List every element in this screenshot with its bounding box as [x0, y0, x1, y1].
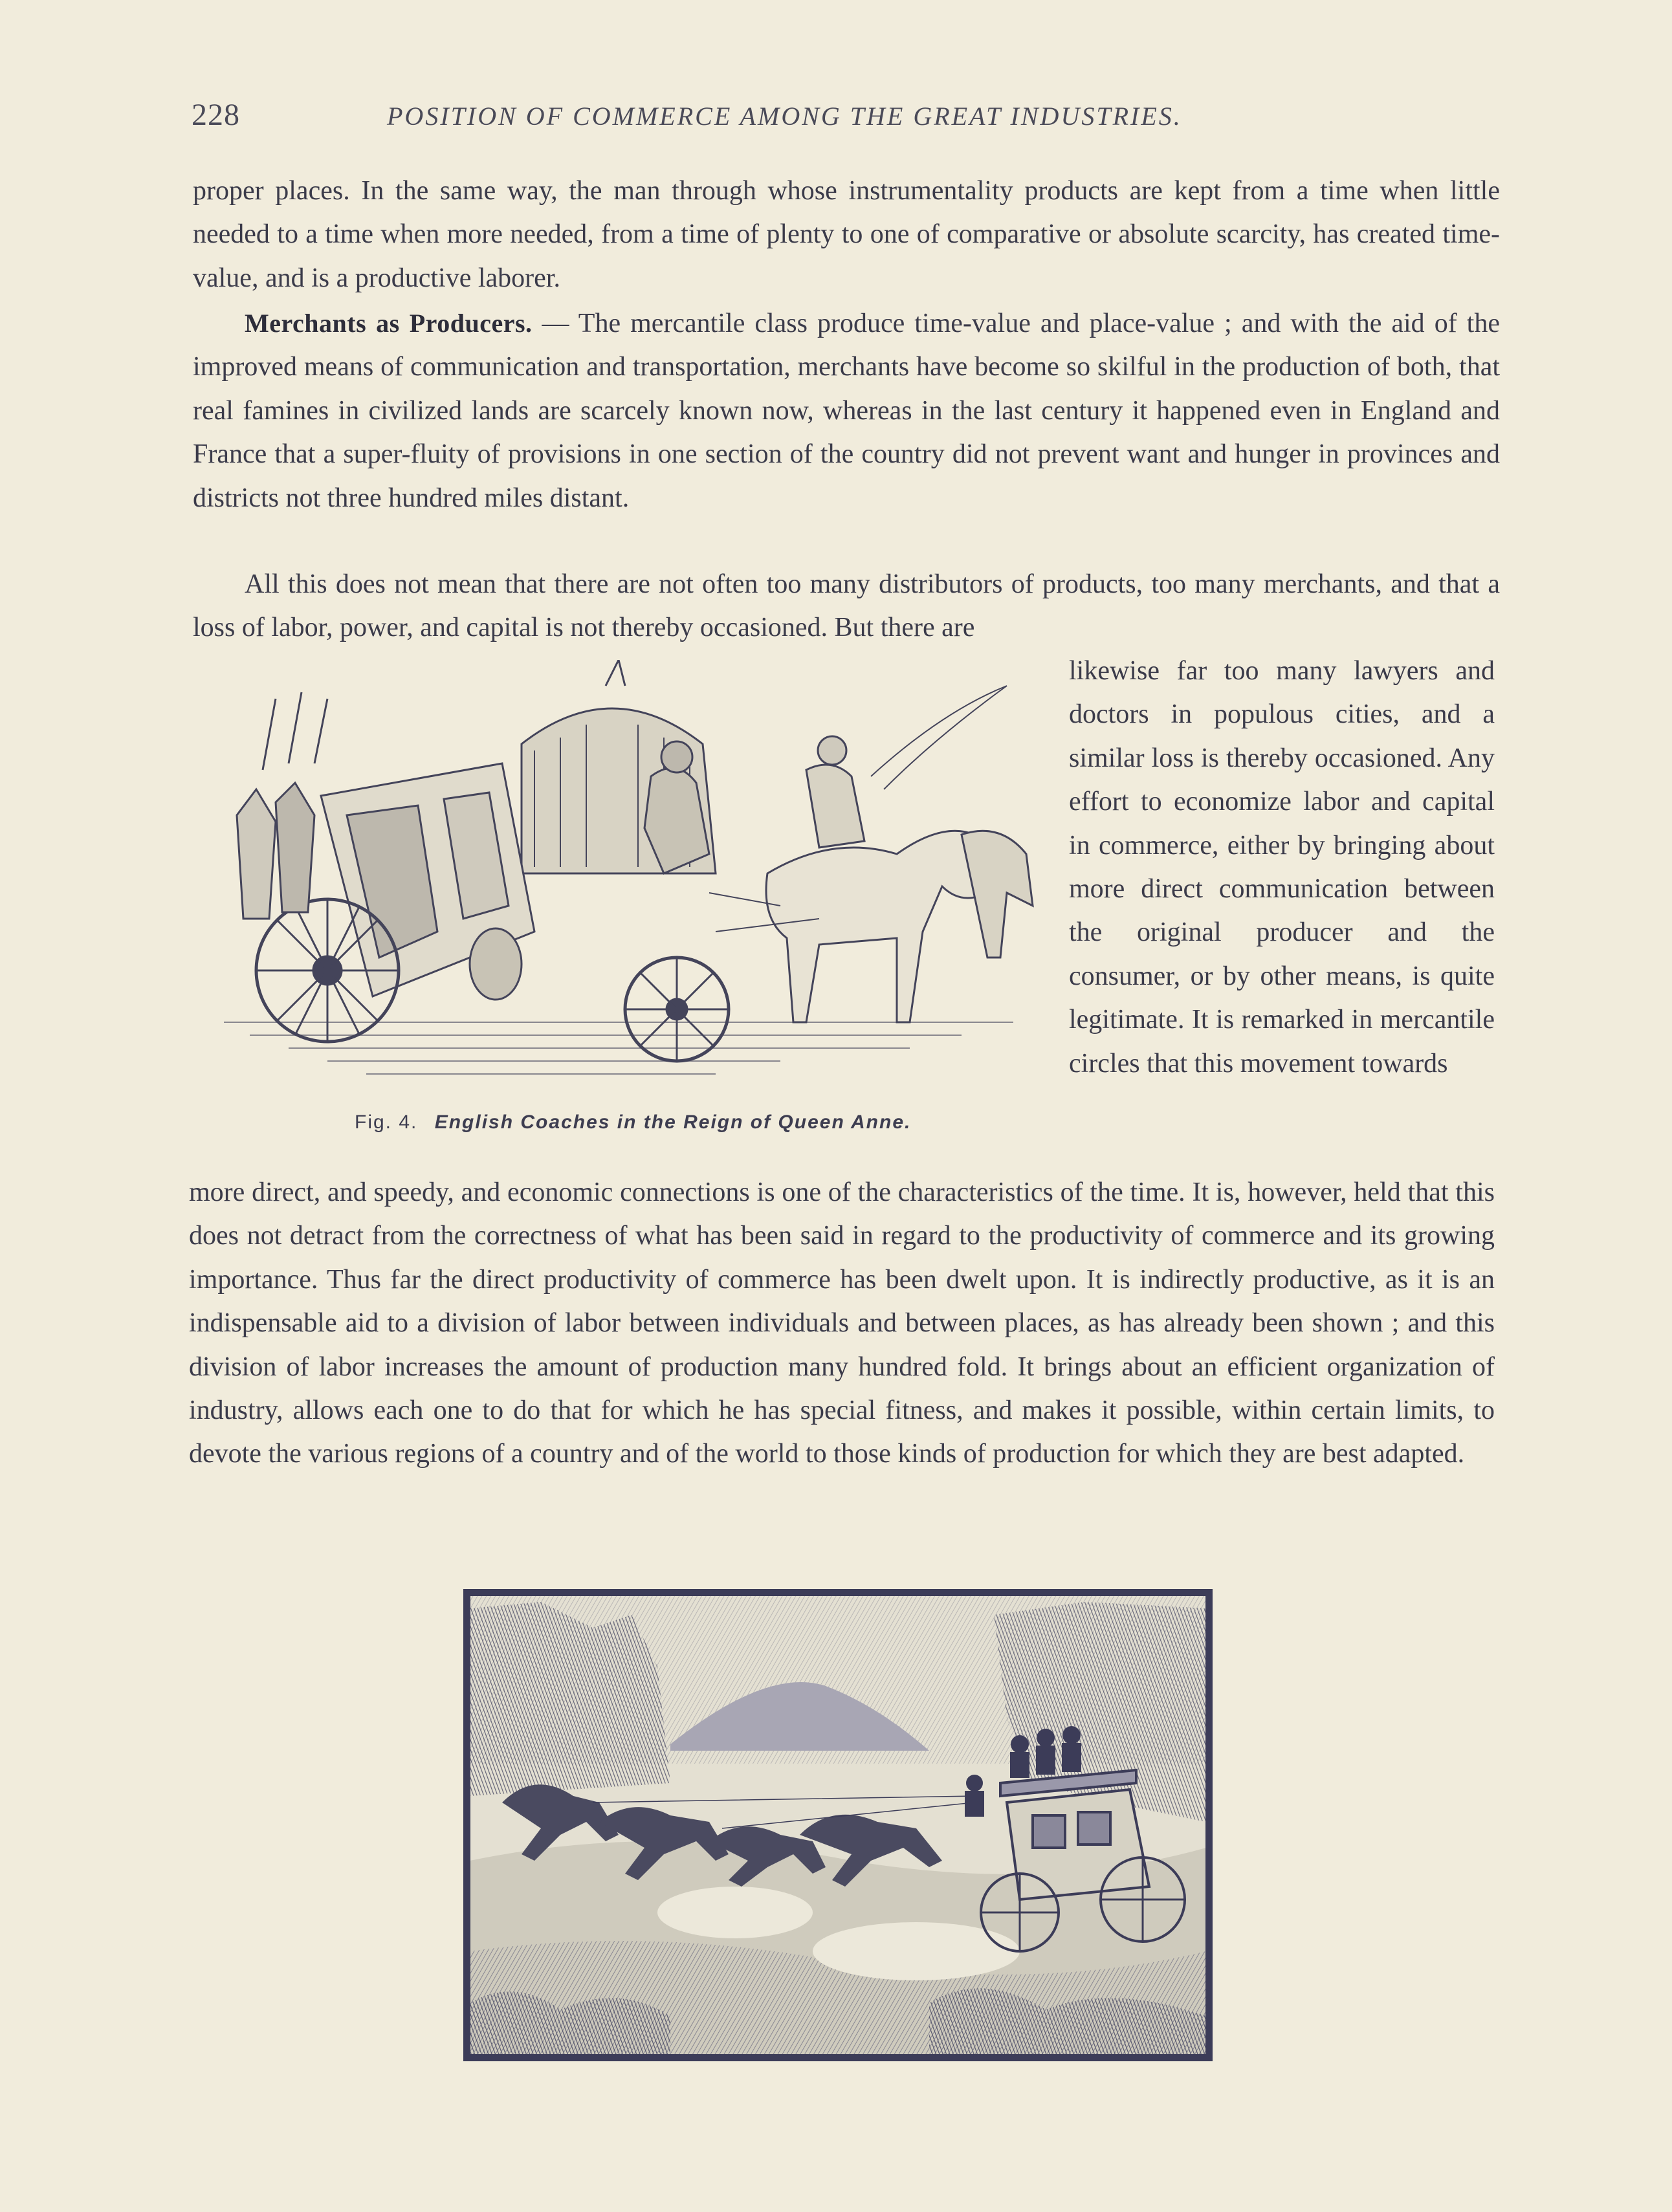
paragraph-3-continuation: more direct, and speedy, and economic connections is one of the characteristics of the time. It is, however, held that this does not detract from the correctness of what has been said in regard to the productivity of commerce and its growing importance. Thus far the direct productivity of commerce has been dwelt upon. It is indirectly productive, as it is an indispensable aid to a division of labor between individuals and between places, as has already been shown ; and this division of labor increases the amount of production many hundred fold. It brings about an efficient organization of industry, allows each one to do that for which he has special fitness, and makes it possible, within certain limits, to devote the various regions of a country and of the world to those kinds of production for which they are best adapted. — [189, 1177, 1495, 1469]
section-heading-merchants: Merchants as Producers. — [245, 309, 533, 338]
paragraph-3-opening: All this does not mean that there are not often too many distributors of products, too many merchants, and that a loss of labor, power, and capital is not thereby occasioned. But there are — [193, 569, 1500, 643]
paragraph-2 — [193, 301, 1500, 520]
paragraph-1: proper places. In the same way, the man through whose instrumentality products are kept from a time when little needed to a time when more needed, from a time of plenty to one of comparative or absolute scarcity, has created time-value, and is a productive laborer. — [193, 176, 1500, 293]
coach-engraving-illustration — [198, 660, 1059, 1139]
paragraph-3-wrapped-column: likewise far too many lawyers and doctors in populous cities, and a similar loss is thereby occasioned. Any effort to economize labor and capital in commerce, either by bringing about more direct communication between the original producer and the consumer, or by other means, is quite legitimate. It is remarked in mercantile circles that this movement towards — [1069, 656, 1495, 1079]
running-head-title: POSITION OF COMMERCE AMONG THE GREAT INDUSTRIES. — [387, 102, 1182, 131]
paragraph-2-body: — The mercantile class produce time-value and place-value ; and with the aid of the improved means of communication and transportation, merchants have become so skilful in the production of both, that real famines in civilized lands are scarcely known now, whereas in the last century it happened even in England and France that a super-fluity of provisions in one section of the country did not prevent want and hunger in provinces and districts not three hundred miles distant. — [193, 309, 1500, 513]
figure-4-label: Fig. 4. — [355, 1111, 418, 1133]
stagecoach-engraving-illustration — [463, 1589, 1213, 2061]
figure-4-title: English Coaches in the Reign of Queen Anne. — [434, 1111, 912, 1133]
page-number: 228 — [192, 98, 240, 132]
figure-4-caption — [355, 1111, 911, 1133]
running-head — [192, 97, 1350, 149]
